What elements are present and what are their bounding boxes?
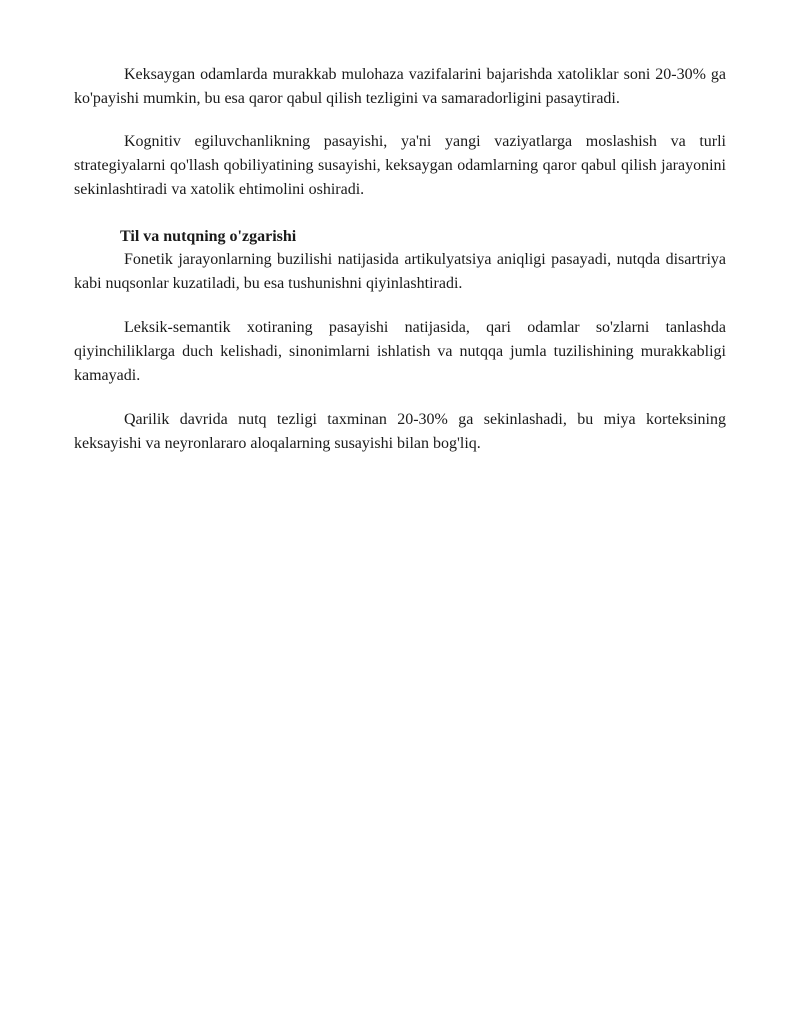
paragraph-speech-rate: Qarilik davrida nutq tezligi taxminan 20-30% ga sekinlashadi, bu miya korteksining keksayishi va neyronlararo aloqalarning susayishi bilan bog'liq.	[74, 411, 726, 452]
document-body	[74, 63, 726, 456]
section-heading: Til va nutqning o'zgarishi	[120, 228, 297, 245]
paragraph-reasoning-errors: Keksaygan odamlarda murakkab mulohaza vazifalarini bajarishda xatoliklar soni 20-30% ga ko'payishi mumkin, bu esa qaror qabul qilish tezligini va samaradorligini pasaytiradi.	[74, 66, 726, 107]
paragraph-phonetic-processes: Fonetik jarayonlarning buzilishi natijasida artikulyatsiya aniqligi pasayadi, nutqda disartriya kabi nuqsonlar kuzatiladi, bu esa tushunishni qiyinlashtiradi.	[74, 251, 726, 292]
paragraph-lexical-semantic-memory: Leksik-semantik xotiraning pasayishi natijasida, qari odamlar so'zlarni tanlashda qiyinchiliklarga duch kelishadi, sinonimlarni ishlatish va nutqqa jumla tuzilishining murakkabligi kamayadi.	[74, 319, 726, 384]
paragraph-cognitive-flexibility: Kognitiv egiluvchanlikning pasayishi, ya'ni yangi vaziyatlarga moslashish va turli strategiyalarni qo'llash qobiliyatining susayishi, keksaygan odamlarning qaror qabul qilish jarayonini sekinlashtiradi va xatolik ehtimolini oshiradi.	[74, 133, 726, 198]
